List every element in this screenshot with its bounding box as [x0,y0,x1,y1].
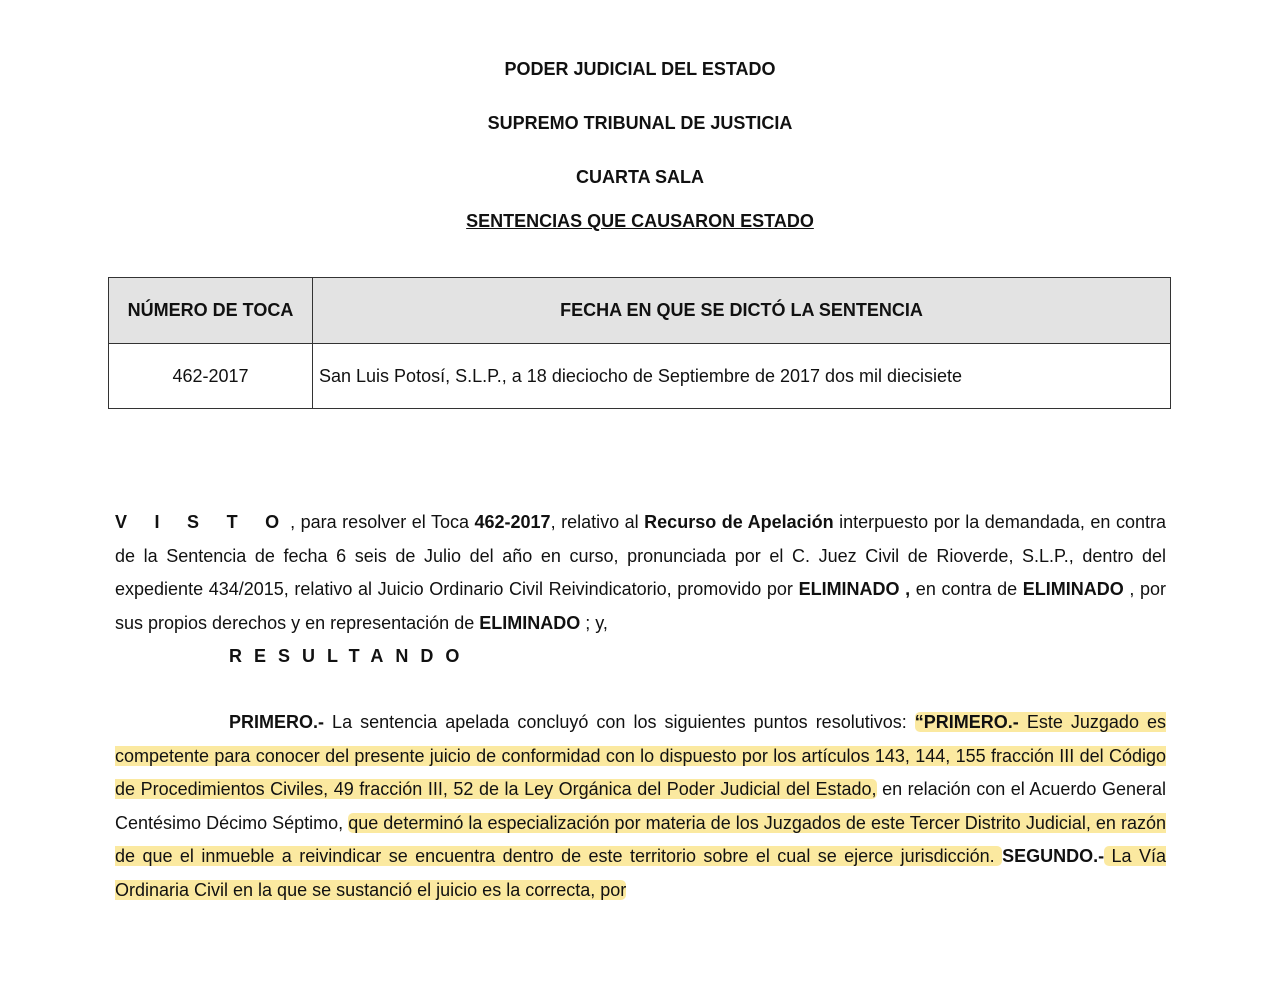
visto-text-1: , para resolver el Toca [290,512,475,532]
primero-highlight-2: que determinó la especialización por materia de los Juzgados de este Tercer Distrito Judicial, en razón de que el inmueble a reivindicar se encuentra dentro de este territorio sobre el cual se ejerce jurisdicción. [115,812,1166,866]
primero-highlight-3: La Vía Ordinaria Civil en la que se sustanció el juicio es la correcta, por [115,846,1166,900]
cell-fecha: San Luis Potosí, S.L.P., a 18 dieciocho de Septiembre de 2017 dos mil diecisiete [313,344,1171,409]
cell-numero-toca: 462-2017 [109,344,313,409]
col-header-numero-toca: NÚMERO DE TOCA [109,278,313,344]
redacted-name-3: ELIMINADO [479,612,581,633]
toca-table [108,277,1171,409]
visto-label: V I S T O [115,512,291,532]
visto-toca-number: 462-2017 [474,512,551,532]
table-header-row [109,278,1171,344]
primero-label: PRIMERO.- [229,712,325,732]
visto-paragraph [115,506,1166,640]
visto-text-4: en contra de [910,579,1023,599]
visto-text-6: ; y, [580,612,608,633]
redacted-name-1: ELIMINADO , [798,579,911,599]
primero-quote-label: “PRIMERO.- [914,712,1019,732]
table-row [109,344,1171,409]
visto-text-5: , por sus propios derechos y en representación de [115,579,1167,633]
header-sentencias-title: SENTENCIAS QUE CAUSARON ESTADO [466,211,814,231]
header-cuarta-sala: CUARTA SALA [576,167,704,187]
redacted-name-2: ELIMINADO [1022,579,1124,599]
segundo-label: SEGUNDO.- [1002,846,1105,866]
resultando-heading: RESULTANDO [229,646,472,666]
primero-text-2: en relación con el Acuerdo General Centésimo Décimo Séptimo, [115,779,1166,833]
visto-text-3: interpuesto por la demandada, en contra de la Sentencia de fecha 6 seis de Julio del año en curso, pronunciada por el C. Juez Civil de Rioverde, S.L.P., dentro del expediente 434/2015, relativo al Juicio Ordinario Civil Reivindicatorio, promovido por [115,512,1166,599]
visto-text-2: , relativo al [550,512,645,532]
header-poder-judicial: PODER JUDICIAL DEL ESTADO [504,59,776,79]
primero-paragraph [115,706,1166,907]
col-header-fecha: FECHA EN QUE SE DICTÓ LA SENTENCIA [313,278,1171,344]
header-supremo-tribunal: SUPREMO TRIBUNAL DE JUSTICIA [487,113,793,133]
visto-recurso: Recurso de Apelación [644,512,834,532]
primero-highlight-1: Este Juzgado es competente para conocer del presente juicio de conformidad con lo dispuesto por los artículos 143, 144, 155 fracción III del Código de Procedimientos Civiles, 49 fracción III, 52 de la Ley Orgánica del Poder Judicial del Estado, [115,712,1167,799]
primero-text-1: La sentencia apelada concluyó con los siguientes puntos resolutivos: [324,712,915,732]
